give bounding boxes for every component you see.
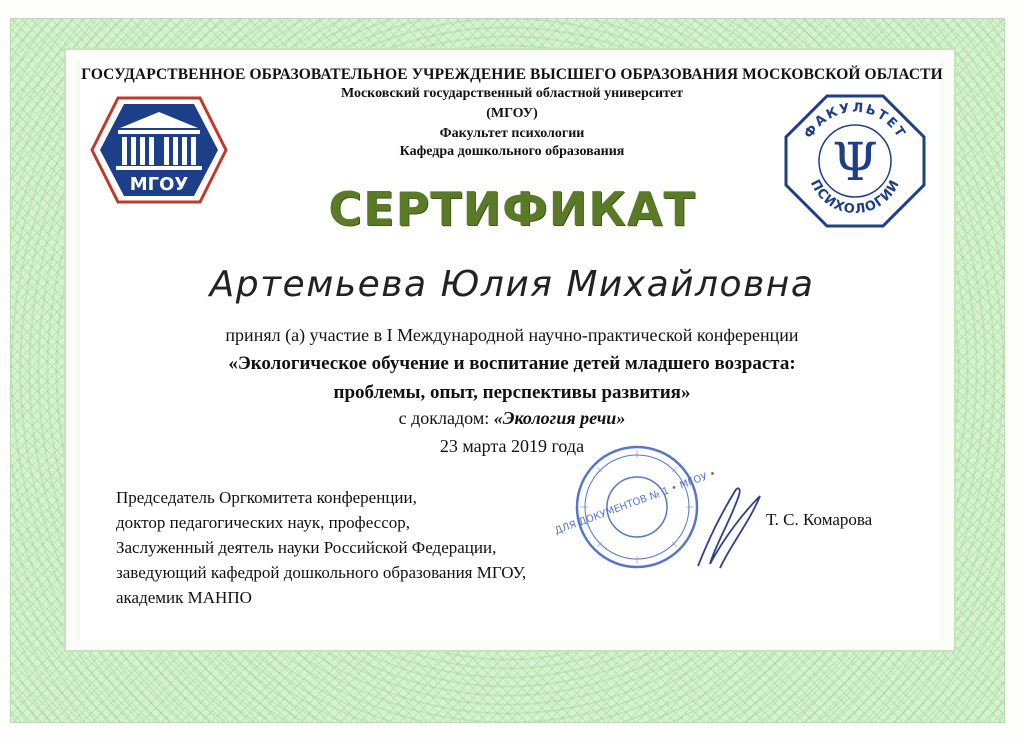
report-prefix: с докладом:	[398, 408, 494, 428]
stamp-center-text: ДЛЯ ДОКУМЕНТОВ № 1 • МГОУ •	[553, 468, 718, 538]
right-logo-ring-bottom: ПСИХОЛОГИИ	[806, 177, 904, 218]
faculty-name: Факультет психологии	[439, 126, 585, 141]
signatory-title-line: доктор педагогических наук, профессор,	[116, 513, 411, 532]
signatory-title-line: заведующий кафедрой дошкольного образования МГОУ,	[116, 563, 527, 582]
conference-date: 23 марта 2019 года	[439, 436, 585, 456]
conference-title-line2: проблемы, опыт, перспективы развития»	[333, 382, 691, 403]
participation-text: принял (а) участие в I Международной научно-практической конференции	[225, 325, 799, 345]
svg-text:Ψ: Ψ	[832, 133, 878, 193]
university-abbreviation: (МГОУ)	[486, 106, 538, 121]
report-line	[0, 408, 1024, 429]
right-logo-ring-top: ФАКУЛЬТЕТ	[801, 100, 909, 142]
certificate-title: СЕРТИФИКАТ	[328, 182, 696, 236]
department-name: Кафедра дошкольного образования	[399, 144, 625, 159]
report-topic: «Экология речи»	[493, 408, 626, 428]
signatory-title-line: академик МАНПО	[116, 588, 252, 607]
university-name: Московский государственный областной университет	[340, 86, 684, 101]
conference-title-line1: «Экологическое обучение и воспитание детей младшего возраста:	[228, 353, 796, 374]
institution-name: ГОСУДАРСТВЕННОЕ ОБРАЗОВАТЕЛЬНОЕ УЧРЕЖДЕНИЕ ВЫСШЕГО ОБРАЗОВАНИЯ МОСКОВСКОЙ ОБЛАСТИ	[81, 66, 943, 83]
recipient-name: Артемьева Юлия Михайловна	[209, 264, 815, 305]
mgou-logo-text: МГОУ	[129, 174, 189, 195]
signatory-title-line: Председатель Оргкомитета конференции,	[116, 488, 417, 507]
handwritten-signature-icon	[690, 476, 765, 576]
signatory-name: Т. С. Комарова	[766, 510, 873, 529]
signatory-title-line: Заслуженный деятель науки Российской Федерации,	[116, 538, 497, 557]
signatory-titles	[116, 485, 636, 610]
official-stamp-icon	[553, 442, 718, 572]
